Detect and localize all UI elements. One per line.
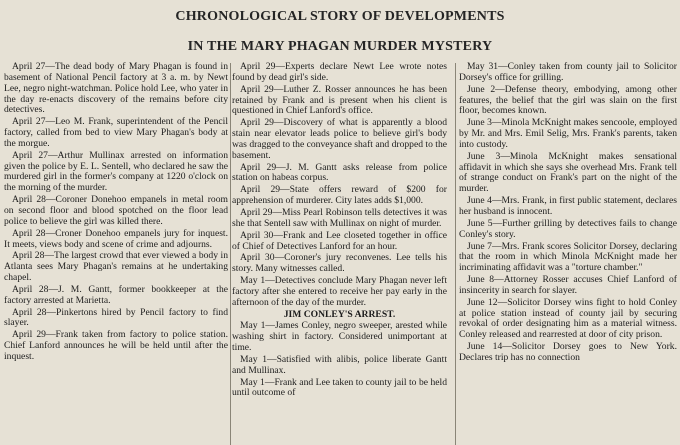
entry-paragraph: April 29—Luther Z. Rosser announces he has been retained by Frank and is present when his client is questioned in Chief Lanford's office. xyxy=(232,83,447,117)
entry-paragraph: April 29—Frank taken from factory to police station. Chief Lanford announces he will be held until after the inquest. xyxy=(4,329,228,362)
entry-paragraph: April 29—Experts declare Newt Lee wrote notes found by dead girl's side. xyxy=(232,62,447,83)
entry-paragraph: June 7—Mrs. Frank scores Solicitor Dorsey, declaring that the room in which Minola McKnight made her incriminating affidavit was a "torture chamber." xyxy=(459,240,677,274)
column-rule xyxy=(230,63,231,445)
entry-paragraph: April 28—Coroner Donehoo empanels in metal room on second floor and blood spotched on the floor lead police to believe the girl was killed there. xyxy=(4,194,228,227)
headline-line-1: CHRONOLOGICAL STORY OF DEVELOPMENTS xyxy=(175,9,505,24)
entry-paragraph: June 8—Attorney Rosser accuses Chief Lanford of insincerity in search for slayer. xyxy=(459,274,677,296)
entry-paragraph: April 30—Frank and Lee closeted together in office of Chief of Detectives Lanford for an hour. xyxy=(232,229,447,252)
entry-paragraph: May 31—Conley taken from county jail to Solicitor Dorsey's office for grilling. xyxy=(459,62,677,83)
column-1 xyxy=(4,62,228,445)
entry-paragraph: June 4—Mrs. Frank, in first public statement, declares her husband is innocent. xyxy=(459,195,677,217)
entry-paragraph: June 3—Minola McKnight makes sensational affidavit in which she says she overhead Mrs. Frank tell of strange conduct on Frank's part on the night of the murder. xyxy=(459,150,677,195)
headline-line-2: IN THE MARY PHAGAN MURDER MYSTERY xyxy=(187,39,493,54)
entry-paragraph: June 2—Defense theory, embodying, among other features, the belief that the girl was slain on the first floor, becomes known. xyxy=(459,83,677,117)
entry-paragraph: April 28—Pinkertons hired by Pencil factory to find slayer. xyxy=(4,306,228,329)
entry-paragraph: June 12—Solicitor Dorsey wins fight to hold Conley at police station instead of county jail by securing revokal of order designating him as a material witness. Conley released and rearrested at door of city prison. xyxy=(459,296,677,341)
column-2 xyxy=(232,62,447,445)
entry-paragraph: June 5—Further grilling by detectives fails to change Conley's story. xyxy=(459,217,677,240)
entry-paragraph: April 28—Croner Donehoo empanels jury for inquest. It meets, views body and scene of crime and adjourns. xyxy=(4,227,228,250)
column-rule xyxy=(455,63,456,445)
entry-paragraph: April 29—Discovery of what is apparently a blood stain near elevator leads police to believe girl's body was dragged to the conveyance shaft and dropped to the basement. xyxy=(232,117,447,161)
entry-paragraph: April 30—Coroner's jury reconvenes. Lee tells his story. Many witnesses called. xyxy=(232,252,447,275)
subheading: JIM CONLEY'S ARREST. xyxy=(283,308,396,320)
entry-paragraph: May 1—Satisfied with alibis, police liberate Gantt and Mullinax. xyxy=(232,353,447,376)
entry-paragraph: April 27—The dead body of Mary Phagan is found in basement of National Pencil factory at 3 a. m. by Newt Lee, negro night-watchman. Police hold Lee, who yater in the day re-enacts discovery of the remains before city detectives. xyxy=(4,62,228,116)
entry-paragraph: April 29—Miss Pearl Robinson tells detectives it was she that Sentell saw with Mullinax on night of murder. xyxy=(232,206,447,229)
entry-paragraph: April 29—State offers reward of $200 for apprehension of murderer. City lates adds $1,000. xyxy=(232,184,447,207)
entry-paragraph: April 27—Arthur Mullinax arrested on information given the police by E. L. Sentell, who declared he saw the murdered girl in the former's company at 1220 o'clock on the morning of the murder. xyxy=(4,149,228,194)
entry-paragraph: May 1—Detectives conclude Mary Phagan never left factory after she entered to receive her pay early in the afternoon of the day of the murder. xyxy=(232,275,447,308)
entry-paragraph: April 27—Leo M. Frank, superintendent of the Pencil factory, called from bed to view Mary Phagan's body at the morgue. xyxy=(4,116,228,149)
entry-paragraph: April 29—J. M. Gantt asks release from police station on habeas corpus. xyxy=(232,161,447,184)
entry-paragraph: June 14—Solicitor Dorsey goes to New York. Declares trip has no connection xyxy=(459,341,677,363)
column-3 xyxy=(459,62,677,445)
entry-paragraph: April 28—The largest crowd that ever viewed a body in Atlanta sees Mary Phagan's remains at he undertaking chapel. xyxy=(4,250,228,284)
entry-paragraph: May 1—James Conley, negro sweeper, arested while washing shirt in factory. Considered unimportant at time. xyxy=(232,320,447,354)
entry-paragraph: April 28—J. M. Gantt, former bookkeeper at the factory arrested at Marietta. xyxy=(4,283,228,306)
entry-paragraph: May 1—Frank and Lee taken to county jail to be held until outcome of xyxy=(232,376,447,399)
entry-paragraph: June 3—Minola McKnight makes sencoole, employed by Mr. and Mrs. Emil Selig, Mrs. Frank's parents, taken into custody. xyxy=(459,117,677,150)
